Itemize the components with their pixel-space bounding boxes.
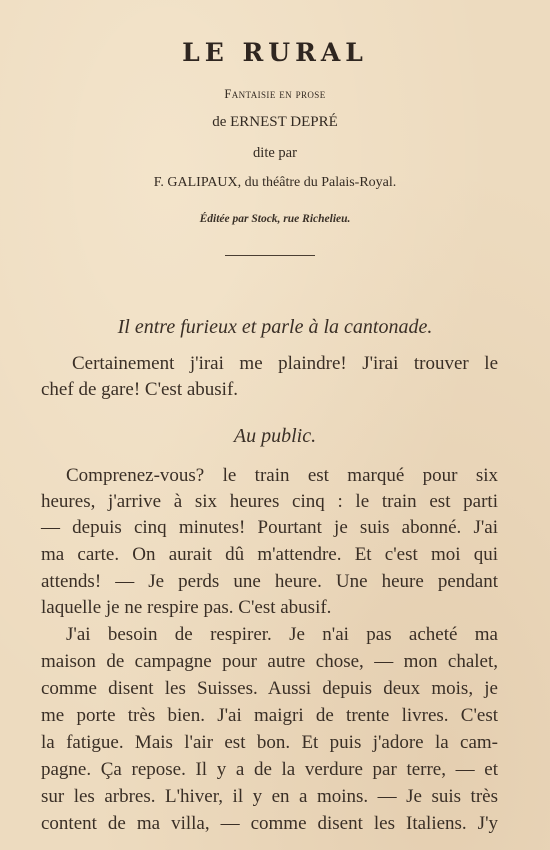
text-line: maison de campagne pour autre chose, — mon chalet,	[41, 651, 498, 672]
text-line: pagne. Ça repose. Il y a de la verdure par terre, — et	[41, 759, 498, 780]
text-line: J'ai besoin de respirer. Je n'ai pas acheté ma	[66, 624, 498, 645]
text-line: — depuis cinq minutes! Pourtant je suis abonné. J'ai	[41, 517, 498, 538]
stage-direction: Au public.	[233, 425, 317, 447]
text-line: content de ma villa, — comme disent les Italiens. J'y	[41, 813, 498, 834]
text-line: me porte très bien. J'ai maigri de trente livres. C'est	[41, 705, 498, 726]
text-line: attends! — Je perds une heure. Une heure pendant	[41, 571, 498, 592]
text-line: heures, j'arrive à six heures cinq : le train est parti	[41, 491, 498, 512]
text-line: Comprenez-vous? le train est marqué pour six	[66, 465, 498, 486]
performer-line: F. GALIPAUX, du théâtre du Palais-Royal.	[153, 175, 397, 190]
dite-par-line: dite par	[253, 145, 297, 161]
divider-rule	[225, 255, 315, 256]
text-line: ma carte. On aurait dû m'attendre. Et c'est moi qui	[41, 544, 498, 565]
text-line: laquelle je ne respire pas. C'est abusif.	[41, 597, 332, 618]
author-line: de ERNEST DEPRÉ	[212, 114, 338, 130]
text-line: la fatigue. Mais l'air est bon. Et puis j'adore la cam-	[41, 732, 498, 753]
publisher-line: Éditée par Stock, rue Richelieu.	[199, 213, 351, 225]
page-title: LE RURAL	[182, 38, 368, 67]
stage-direction: Il entre furieux et parle à la cantonade.	[117, 316, 433, 338]
text-line: sur les arbres. L'hiver, il y en a moins. — Je suis très	[41, 786, 498, 807]
text-line: Certainement j'irai me plaindre! J'irai trouver le	[72, 353, 498, 374]
text-line: chef de gare! C'est abusif.	[41, 379, 239, 400]
subtitle: Fantaisie en prose	[224, 87, 326, 101]
text-line: comme disent les Suisses. Aussi depuis deux mois, je	[41, 678, 498, 699]
